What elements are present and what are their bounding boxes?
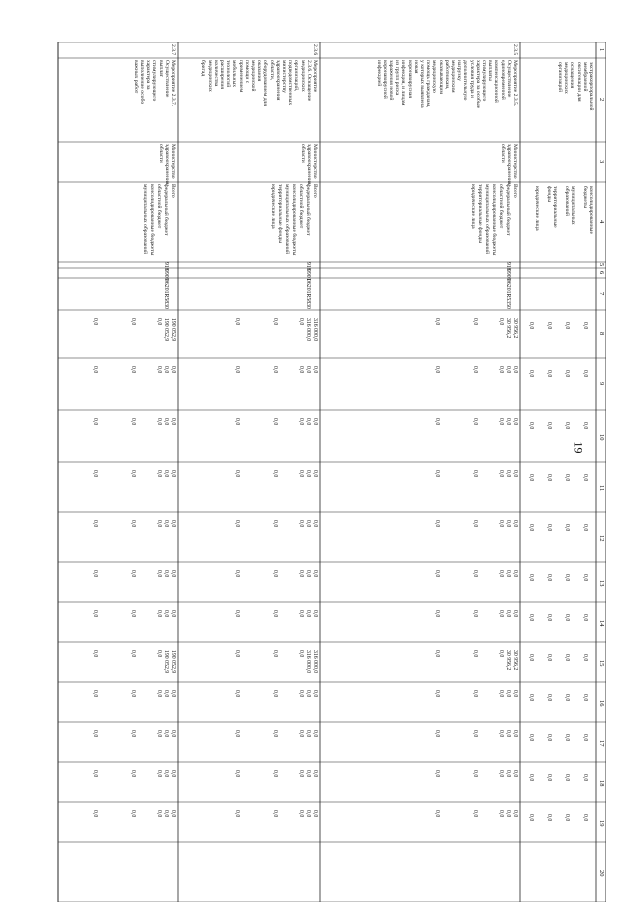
data-cell: 0,0 xyxy=(272,650,278,658)
row-number: 2.3.6 xyxy=(312,44,318,56)
data-cell: 0,0 xyxy=(528,574,534,582)
data-cell: 0,0 xyxy=(163,520,169,528)
rz-code: 0909 xyxy=(505,269,511,281)
data-cell: 0,0 xyxy=(564,422,570,430)
data-cell: 0,0 xyxy=(512,418,518,426)
data-cell: 190 052,9 xyxy=(163,318,169,342)
data-cell: 0,0 xyxy=(505,610,511,618)
data-cell: 0,0 xyxy=(130,366,136,374)
data-cell: 0,0 xyxy=(505,520,511,528)
data-cell: 0,0 xyxy=(130,418,136,426)
data-cell: 0,0 xyxy=(312,730,318,738)
column-number: 15 xyxy=(598,660,605,667)
source-label: территориальные фонды xyxy=(545,186,558,228)
row-executor: Министерство здравоохранения области xyxy=(299,144,318,185)
data-cell: 0,0 xyxy=(505,690,511,698)
data-cell: 0,0 xyxy=(528,814,534,822)
data-cell: 0,0 xyxy=(234,730,240,738)
data-cell: 0,0 xyxy=(170,810,176,818)
grbs-code: 918 xyxy=(305,262,311,271)
data-cell: 0,0 xyxy=(582,734,588,742)
data-cell: 0,0 xyxy=(156,730,162,738)
data-cell: 0,0 xyxy=(130,810,136,818)
data-cell: 0,0 xyxy=(312,810,318,818)
data-cell: 0,0 xyxy=(505,770,511,778)
data-cell: 190 052,9 xyxy=(170,318,176,342)
data-cell: 0,0 xyxy=(546,814,552,822)
grbs-code: 918 xyxy=(505,262,511,271)
data-cell: 0,0 xyxy=(546,614,552,622)
data-cell: 0,0 xyxy=(434,650,440,658)
data-cell: 0,0 xyxy=(582,524,588,532)
data-cell: 0,0 xyxy=(312,418,318,426)
data-cell: 0,0 xyxy=(92,650,98,658)
data-cell: 0,0 xyxy=(234,418,240,426)
column-number: 20 xyxy=(598,870,605,877)
rz-code: 0909 xyxy=(163,269,169,281)
column-number: 9 xyxy=(598,382,605,386)
data-cell: 0,0 xyxy=(305,520,311,528)
data-cell: 0,0 xyxy=(234,610,240,618)
data-cell: 0,0 xyxy=(305,418,311,426)
data-cell: 0,0 xyxy=(582,322,588,330)
data-cell: 0,0 xyxy=(505,470,511,478)
data-cell: 0,0 xyxy=(298,650,304,658)
data-cell: 0,0 xyxy=(546,474,552,482)
row-name: Мероприятие 2.3.6. Оснащение медицинских организаций, подведомственных министерству здравоохранения области, оборудованием для оказания медицинской помощи с применением мобильных технологий расширения количества медицинских бригад xyxy=(200,60,318,106)
data-cell: 0,0 xyxy=(434,770,440,778)
data-cell: 0,0 xyxy=(298,520,304,528)
data-cell: 0,0 xyxy=(546,524,552,532)
source-label: юридические лица xyxy=(534,186,540,231)
data-cell: 0,0 xyxy=(498,650,504,658)
source-label: муниципальных образований xyxy=(142,184,148,255)
data-cell: 0,0 xyxy=(305,366,311,374)
data-cell: 30 956,2 xyxy=(512,318,518,339)
data-cell: 0,0 xyxy=(163,810,169,818)
data-cell: 316 000,0 xyxy=(312,650,318,674)
data-cell: 0,0 xyxy=(156,570,162,578)
source-label: муниципальных образований xyxy=(563,186,576,225)
rz-code: 0901 xyxy=(305,269,311,281)
data-cell: 0,0 xyxy=(305,810,311,818)
data-cell: 0,0 xyxy=(472,770,478,778)
data-cell: 0,0 xyxy=(305,770,311,778)
data-cell: 0,0 xyxy=(156,610,162,618)
data-cell: 0,0 xyxy=(564,734,570,742)
data-cell: 0,0 xyxy=(156,770,162,778)
data-cell: 0,0 xyxy=(528,654,534,662)
data-cell: 0,0 xyxy=(234,770,240,778)
data-cell: 30 956,2 xyxy=(505,650,511,671)
data-cell: 0,0 xyxy=(156,520,162,528)
column-number: 3 xyxy=(598,160,605,164)
data-cell: 0,0 xyxy=(130,690,136,698)
data-cell: 0,0 xyxy=(130,770,136,778)
source-label: консолидированные бюджеты xyxy=(581,186,594,234)
data-cell: 0,0 xyxy=(130,650,136,658)
source-label: федеральный бюджет xyxy=(163,184,169,236)
data-cell: 0,0 xyxy=(234,520,240,528)
data-cell: 0,0 xyxy=(234,690,240,698)
data-cell: 0,0 xyxy=(498,470,504,478)
data-cell: 0,0 xyxy=(130,520,136,528)
data-cell: 0,0 xyxy=(170,690,176,698)
data-cell: 0,0 xyxy=(472,650,478,658)
data-cell: 0,0 xyxy=(312,610,318,618)
data-cell: 0,0 xyxy=(130,610,136,618)
data-cell: 30 956,2 xyxy=(505,318,511,339)
data-cell: 0,0 xyxy=(582,370,588,378)
column-number: 5 xyxy=(598,263,605,267)
csr-code: 06201R5830 xyxy=(163,279,169,309)
data-cell: 0,0 xyxy=(582,614,588,622)
data-cell: 0,0 xyxy=(505,570,511,578)
row-name: Мероприятие 2.3.7. Осуществление выплат стимулирующего характера за выполнение особо важных работ xyxy=(132,60,176,107)
data-cell: 0,0 xyxy=(498,520,504,528)
data-cell: 0,0 xyxy=(130,570,136,578)
data-cell: 0,0 xyxy=(305,470,311,478)
data-cell: 0,0 xyxy=(272,418,278,426)
data-cell: 0,0 xyxy=(564,474,570,482)
source-label: федеральный бюджет xyxy=(505,184,511,236)
csr-code: 06201R5830 xyxy=(305,279,311,309)
data-cell: 0,0 xyxy=(564,654,570,662)
data-cell: 0,0 xyxy=(582,654,588,662)
data-cell: 0,0 xyxy=(512,520,518,528)
column-number: 14 xyxy=(598,620,605,627)
data-cell: 0,0 xyxy=(298,570,304,578)
data-cell: 0,0 xyxy=(272,570,278,578)
data-cell: 0,0 xyxy=(92,470,98,478)
data-cell: 0,0 xyxy=(546,574,552,582)
data-cell: 0,0 xyxy=(472,520,478,528)
data-cell: 0,0 xyxy=(434,520,440,528)
data-cell: 0,0 xyxy=(434,810,440,818)
data-cell: 0,0 xyxy=(546,654,552,662)
data-cell: 0,0 xyxy=(546,370,552,378)
source-label: консолидированные бюджеты xyxy=(291,184,297,256)
data-cell: 0,0 xyxy=(472,690,478,698)
data-cell: 0,0 xyxy=(170,610,176,618)
data-cell: 0,0 xyxy=(472,318,478,326)
source-label: территориальные фонды xyxy=(477,184,483,243)
source-label: областной бюджет xyxy=(298,184,304,229)
data-cell: 0,0 xyxy=(272,810,278,818)
source-label: Всего xyxy=(170,184,176,198)
data-cell: 30 956,2 xyxy=(512,650,518,671)
column-number: 16 xyxy=(598,700,605,707)
data-cell: 0,0 xyxy=(528,370,534,378)
data-cell: 0,0 xyxy=(312,366,318,374)
row-number: 2.3.5 xyxy=(512,44,518,56)
data-cell: 0,0 xyxy=(298,690,304,698)
source-label: областной бюджет xyxy=(156,184,162,229)
data-cell: 0,0 xyxy=(312,690,318,698)
data-cell: 0,0 xyxy=(512,570,518,578)
column-number: 12 xyxy=(598,535,605,542)
column-number: 18 xyxy=(598,780,605,787)
data-cell: 0,0 xyxy=(156,366,162,374)
data-cell: 0,0 xyxy=(512,690,518,698)
source-label: юридические лица xyxy=(270,184,276,229)
data-cell: 0,0 xyxy=(512,470,518,478)
data-cell: 0,0 xyxy=(512,770,518,778)
data-cell: 0,0 xyxy=(498,770,504,778)
data-cell: 0,0 xyxy=(92,690,98,698)
page-number: 19 xyxy=(571,441,586,454)
data-cell: 0,0 xyxy=(234,470,240,478)
data-cell: 190 052,9 xyxy=(170,650,176,674)
data-cell: 0,0 xyxy=(163,690,169,698)
column-number: 4 xyxy=(598,220,605,224)
continued-name: экстракорпоральной мембранной оксигенации для оснащения медицинских организаций xyxy=(556,62,594,111)
row-name: Мероприятие 2.3.5. Осуществление единовременной компенсационной выплаты стимулирующего характера за особые условия труда и дополнительную нагрузку медицинским работникам, оказывающим медицинскую помощь гражданам, у которых выявлена новая коронавирусная инфекция, и лицам из групп риска заражения новой коронавирусной инфекцией xyxy=(375,60,518,109)
data-cell: 0,0 xyxy=(272,610,278,618)
data-cell: 0,0 xyxy=(498,366,504,374)
data-cell: 190 052,9 xyxy=(163,650,169,674)
data-cell: 0,0 xyxy=(298,366,304,374)
data-cell: 0,0 xyxy=(472,810,478,818)
data-cell: 0,0 xyxy=(92,318,98,326)
data-cell: 0,0 xyxy=(498,610,504,618)
data-cell: 0,0 xyxy=(472,366,478,374)
data-cell: 0,0 xyxy=(92,570,98,578)
data-cell: 0,0 xyxy=(234,810,240,818)
data-cell: 0,0 xyxy=(434,366,440,374)
data-cell: 0,0 xyxy=(564,774,570,782)
data-cell: 0,0 xyxy=(170,730,176,738)
source-label: муниципальных образований xyxy=(484,184,490,255)
data-cell: 0,0 xyxy=(130,730,136,738)
data-cell: 316 000,0 xyxy=(305,650,311,674)
data-cell: 0,0 xyxy=(498,690,504,698)
data-cell: 0,0 xyxy=(472,570,478,578)
data-cell: 0,0 xyxy=(298,470,304,478)
data-cell: 316 000,0 xyxy=(305,318,311,342)
data-cell: 0,0 xyxy=(163,570,169,578)
data-cell: 0,0 xyxy=(92,418,98,426)
row-number: 2.3.7 xyxy=(170,44,176,56)
data-cell: 0,0 xyxy=(156,810,162,818)
data-cell: 0,0 xyxy=(170,770,176,778)
csr-code: 06201R5350 xyxy=(505,279,511,309)
data-cell: 0,0 xyxy=(272,470,278,478)
row-executor: Министерство здравоохранения области xyxy=(157,144,176,185)
data-cell: 0,0 xyxy=(564,524,570,532)
data-cell: 0,0 xyxy=(305,610,311,618)
data-cell: 0,0 xyxy=(234,366,240,374)
data-cell: 0,0 xyxy=(312,520,318,528)
data-cell: 0,0 xyxy=(512,730,518,738)
data-cell: 0,0 xyxy=(234,570,240,578)
data-cell: 0,0 xyxy=(272,770,278,778)
data-cell: 0,0 xyxy=(564,694,570,702)
data-cell: 0,0 xyxy=(546,422,552,430)
data-cell: 0,0 xyxy=(163,418,169,426)
column-number: 2 xyxy=(598,98,605,102)
data-cell: 0,0 xyxy=(272,366,278,374)
data-cell: 0,0 xyxy=(272,730,278,738)
data-cell: 0,0 xyxy=(564,370,570,378)
data-cell: 0,0 xyxy=(163,366,169,374)
source-label: консолидированные бюджеты xyxy=(491,184,497,256)
data-cell: 0,0 xyxy=(434,690,440,698)
column-number: 13 xyxy=(598,580,605,587)
data-cell: 0,0 xyxy=(582,774,588,782)
data-cell: 0,0 xyxy=(528,322,534,330)
data-cell: 0,0 xyxy=(163,470,169,478)
source-label: территориальные фонды xyxy=(277,184,283,243)
data-cell: 0,0 xyxy=(130,470,136,478)
data-cell: 0,0 xyxy=(170,520,176,528)
data-cell: 0,0 xyxy=(92,770,98,778)
source-label: муниципальных образований xyxy=(284,184,290,255)
data-cell: 0,0 xyxy=(564,322,570,330)
data-cell: 0,0 xyxy=(434,318,440,326)
data-cell: 0,0 xyxy=(163,770,169,778)
data-cell: 0,0 xyxy=(582,422,588,430)
column-number: 10 xyxy=(598,434,605,441)
data-cell: 0,0 xyxy=(156,650,162,658)
data-cell: 0,0 xyxy=(528,474,534,482)
source-label: консолидированные бюджеты xyxy=(149,184,155,256)
data-cell: 0,0 xyxy=(156,690,162,698)
column-number: 8 xyxy=(598,332,605,336)
data-cell: 0,0 xyxy=(472,418,478,426)
column-number: 6 xyxy=(598,271,605,275)
data-cell: 0,0 xyxy=(512,810,518,818)
data-cell: 0,0 xyxy=(434,470,440,478)
data-cell: 0,0 xyxy=(582,814,588,822)
data-cell: 0,0 xyxy=(163,730,169,738)
source-label: Всего xyxy=(512,184,518,198)
data-cell: 0,0 xyxy=(528,422,534,430)
table-sheet xyxy=(50,42,606,902)
data-cell: 0,0 xyxy=(170,418,176,426)
data-cell: 0,0 xyxy=(298,610,304,618)
data-cell: 0,0 xyxy=(505,730,511,738)
data-cell: 0,0 xyxy=(434,418,440,426)
data-cell: 0,0 xyxy=(582,694,588,702)
data-cell: 0,0 xyxy=(472,470,478,478)
data-cell: 0,0 xyxy=(498,810,504,818)
data-cell: 0,0 xyxy=(505,418,511,426)
data-cell: 0,0 xyxy=(546,694,552,702)
data-cell: 0,0 xyxy=(298,418,304,426)
data-cell: 0,0 xyxy=(272,318,278,326)
data-cell: 0,0 xyxy=(528,774,534,782)
data-cell: 0,0 xyxy=(498,570,504,578)
data-cell: 0,0 xyxy=(564,814,570,822)
data-cell: 0,0 xyxy=(156,318,162,326)
data-cell: 0,0 xyxy=(305,690,311,698)
data-cell: 0,0 xyxy=(156,470,162,478)
data-cell: 0,0 xyxy=(546,322,552,330)
data-cell: 0,0 xyxy=(582,474,588,482)
column-number: 17 xyxy=(598,740,605,747)
data-cell: 0,0 xyxy=(434,570,440,578)
data-cell: 0,0 xyxy=(92,810,98,818)
row-executor: Министерство здравоохранения области xyxy=(499,144,518,185)
data-cell: 0,0 xyxy=(92,520,98,528)
data-cell: 0,0 xyxy=(564,614,570,622)
data-cell: 0,0 xyxy=(434,730,440,738)
data-cell: 0,0 xyxy=(130,318,136,326)
column-number: 7 xyxy=(598,292,605,296)
data-cell: 0,0 xyxy=(472,730,478,738)
source-label: федеральный бюджет xyxy=(305,184,311,236)
data-cell: 0,0 xyxy=(92,366,98,374)
data-cell: 0,0 xyxy=(298,318,304,326)
data-cell: 0,0 xyxy=(472,610,478,618)
data-cell: 0,0 xyxy=(312,770,318,778)
data-cell: 0,0 xyxy=(312,570,318,578)
data-cell: 0,0 xyxy=(298,770,304,778)
data-cell: 0,0 xyxy=(498,418,504,426)
data-cell: 0,0 xyxy=(512,610,518,618)
data-cell: 0,0 xyxy=(505,810,511,818)
data-cell: 0,0 xyxy=(92,610,98,618)
data-cell: 0,0 xyxy=(528,614,534,622)
data-cell: 0,0 xyxy=(312,470,318,478)
data-cell: 0,0 xyxy=(528,524,534,532)
data-cell: 0,0 xyxy=(298,730,304,738)
source-label: областной бюджет xyxy=(498,184,504,229)
data-cell: 0,0 xyxy=(272,520,278,528)
data-cell: 316 000,0 xyxy=(312,318,318,342)
data-cell: 0,0 xyxy=(298,810,304,818)
data-cell: 0,0 xyxy=(546,774,552,782)
column-number: 1 xyxy=(598,48,605,52)
data-cell: 0,0 xyxy=(546,734,552,742)
column-number: 19 xyxy=(598,820,605,827)
data-cell: 0,0 xyxy=(305,570,311,578)
data-cell: 0,0 xyxy=(564,574,570,582)
source-label: юридические лица xyxy=(470,184,476,229)
data-cell: 0,0 xyxy=(163,610,169,618)
data-cell: 0,0 xyxy=(92,730,98,738)
data-cell: 0,0 xyxy=(512,366,518,374)
data-cell: 0,0 xyxy=(170,570,176,578)
data-cell: 0,0 xyxy=(505,366,511,374)
column-number: 11 xyxy=(598,485,605,492)
data-cell: 0,0 xyxy=(170,470,176,478)
data-cell: 0,0 xyxy=(234,318,240,326)
data-cell: 0,0 xyxy=(234,650,240,658)
data-cell: 0,0 xyxy=(582,574,588,582)
data-cell: 0,0 xyxy=(434,610,440,618)
data-cell: 0,0 xyxy=(528,694,534,702)
data-cell: 0,0 xyxy=(498,730,504,738)
data-cell: 0,0 xyxy=(272,690,278,698)
grbs-code: 918 xyxy=(163,262,169,271)
data-cell: 0,0 xyxy=(170,366,176,374)
source-label: Всего xyxy=(312,184,318,198)
data-cell: 0,0 xyxy=(305,730,311,738)
data-cell: 0,0 xyxy=(528,734,534,742)
data-cell: 0,0 xyxy=(156,418,162,426)
data-cell: 0,0 xyxy=(498,318,504,326)
